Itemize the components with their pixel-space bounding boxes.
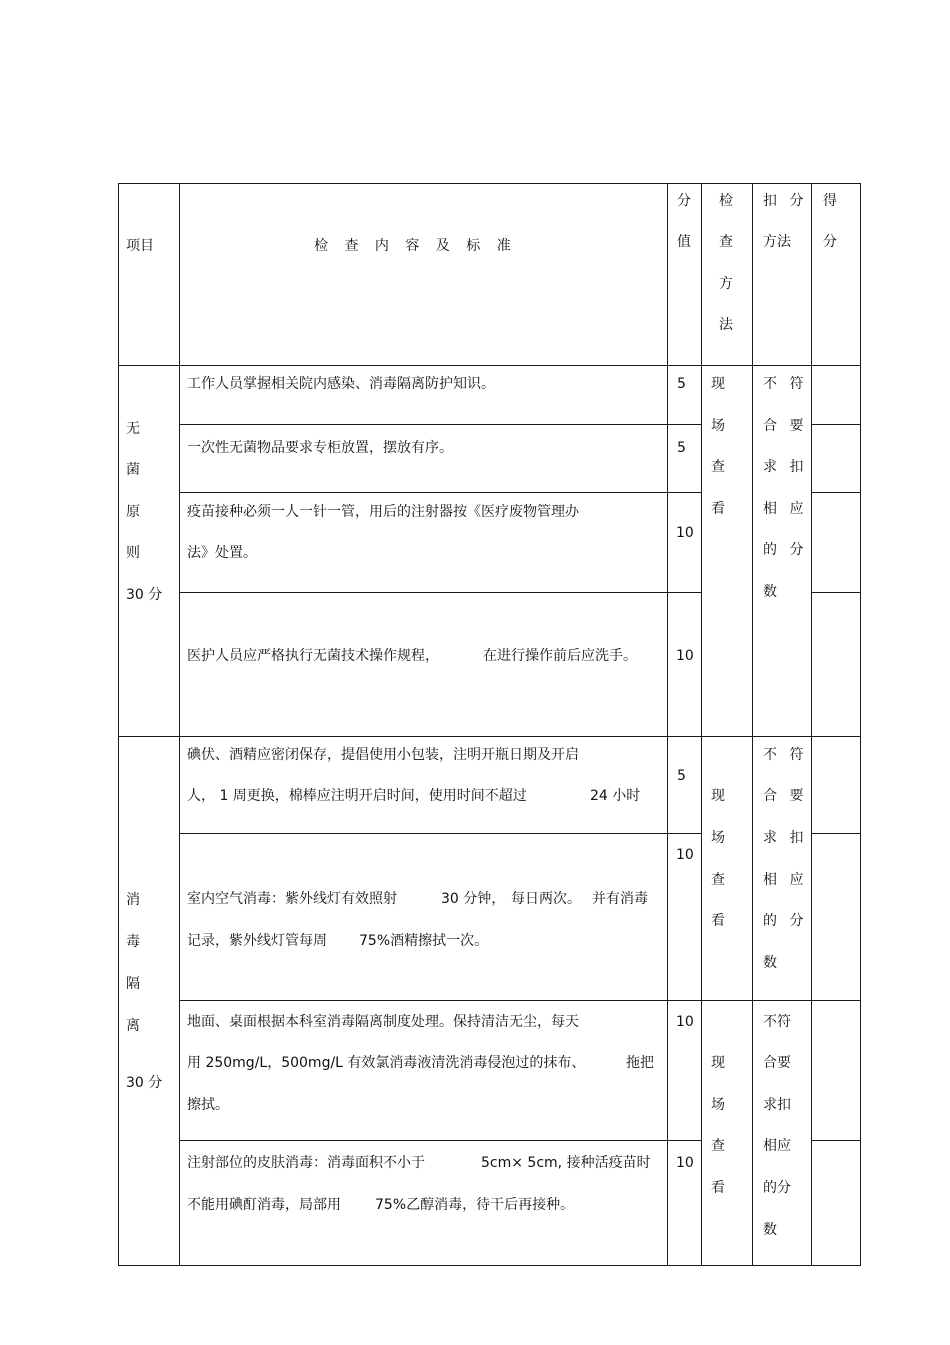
section2-category: 隔: [126, 976, 140, 992]
section1-category: 30 分: [126, 587, 163, 603]
section2-item-text: 拖把: [626, 1055, 654, 1071]
table-col-divider: [811, 183, 812, 1266]
section1-deduct: 相 应: [763, 501, 808, 517]
section2-deduct: 相应: [763, 1138, 791, 1154]
section2-deduct: 的 分: [763, 913, 808, 929]
table-col-divider: [179, 183, 180, 1266]
section2-item-text: 地面、桌面根据本科室消毒隔离制度处理。保持清洁无尘，每天: [187, 1014, 579, 1030]
table-row-divider: [811, 1140, 861, 1141]
section2-category: 消: [126, 892, 140, 908]
header-deduct: 扣 分: [763, 193, 808, 209]
section2-item-score: 10: [676, 847, 694, 863]
table-border-bottom: [118, 1265, 861, 1266]
section1-category: 则: [126, 545, 140, 561]
table-row-divider: [179, 592, 702, 593]
section2-deduct: 数: [763, 955, 777, 971]
header-score-char: 分: [677, 193, 691, 209]
section2-item-score: 10: [676, 1014, 694, 1030]
section2-item-text: 75%酒精擦拭一次。: [359, 933, 489, 949]
header-method-char: 检: [719, 193, 733, 209]
section2-item-score: 5: [677, 768, 686, 784]
table-row-divider: [118, 365, 861, 366]
section2-deduct: 求 扣: [763, 830, 808, 846]
section1-item-text: 医护人员应严格执行无菌技术操作规程，: [187, 648, 439, 664]
header-project: 项目: [126, 238, 154, 254]
section1-item-score: 10: [676, 525, 694, 541]
header-deduct: 方法: [763, 234, 791, 250]
section2-item-text: 人， 1 周更换，棉棒应注明开启时间，使用时间不超过: [187, 788, 527, 804]
section2-category: 毒: [126, 934, 140, 950]
header-get-char: 分: [823, 234, 837, 250]
section2-method: 看: [711, 913, 725, 929]
section2-deduct: 合要: [763, 1055, 791, 1071]
section2-item-text: 5cm× 5cm, 接种活疫苗时: [481, 1155, 651, 1171]
section2-deduct: 数: [763, 1222, 777, 1238]
header-method-char: 法: [719, 317, 733, 333]
section2-item-text: 室内空气消毒：紫外线灯有效照射: [187, 891, 397, 907]
section1-deduct: 的 分: [763, 542, 808, 558]
section1-method: 看: [711, 501, 725, 517]
table-row-divider: [179, 424, 702, 425]
section2-deduct: 相 应: [763, 872, 808, 888]
table-row-divider: [118, 736, 861, 737]
header-method-char: 方: [719, 276, 733, 292]
section2-item-text: 24 小时: [590, 788, 641, 804]
section2-item-text: 碘伏、酒精应密闭保存，提倡使用小包装，注明开瓶日期及开启: [187, 747, 579, 763]
table-col-divider: [667, 183, 668, 1266]
section1-deduct: 合 要: [763, 418, 808, 434]
section2-category: 离: [126, 1018, 140, 1034]
section2-method: 看: [711, 1180, 725, 1196]
section1-deduct: 数: [763, 584, 777, 600]
section1-item-score: 10: [676, 648, 694, 664]
section2-item-text: 并有消毒: [592, 891, 648, 907]
table-border-left: [118, 183, 119, 1266]
section1-item-text: 在进行操作前后应洗手。: [483, 648, 637, 664]
section2-deduct: 合 要: [763, 788, 808, 804]
section1-item-score: 5: [677, 440, 686, 456]
section2-item-text: 注射部位的皮肤消毒：消毒面积不小于: [187, 1155, 425, 1171]
section1-method: 现: [711, 376, 725, 392]
section1-deduct: 不 符: [763, 376, 808, 392]
section1-item-text: 工作人员掌握相关院内感染、消毒隔离防护知识。: [187, 376, 495, 392]
section1-item-text: 法》处置。: [187, 545, 257, 561]
section2-item-text: 擦拭。: [187, 1097, 229, 1113]
section1-method: 查: [711, 459, 725, 475]
section2-item-score: 10: [676, 1155, 694, 1171]
section2-method: 场: [711, 1097, 725, 1113]
section2-deduct: 的分: [763, 1180, 791, 1196]
table-col-divider: [701, 183, 702, 1266]
section2-item-text: 30 分钟，: [441, 891, 506, 907]
table-col-divider: [752, 183, 753, 1266]
section1-deduct: 求 扣: [763, 459, 808, 475]
section2-category: 30 分: [126, 1075, 163, 1091]
section2-item-text: 不能用碘酊消毒，局部用: [187, 1197, 341, 1213]
header-score-char: 值: [677, 234, 691, 250]
section2-item-text: 用 250mg/L，500mg/L 有效氯消毒液清洗消毒侵泡过的抹布、: [187, 1055, 586, 1071]
table-row-divider: [811, 492, 861, 493]
section1-category: 原: [126, 504, 140, 520]
section1-category: 菌: [126, 462, 140, 478]
table-border-right: [860, 183, 861, 1266]
section1-item-score: 5: [677, 376, 686, 392]
table-row-divider: [179, 1000, 861, 1001]
header-method-char: 查: [719, 234, 733, 250]
section2-deduct: 不符: [763, 1014, 791, 1030]
section2-item-text: 75%乙醇消毒，待干后再接种。: [375, 1197, 575, 1213]
section2-method: 现: [711, 1055, 725, 1071]
section2-item-text: 每日两次。: [511, 891, 581, 907]
table-row-divider: [811, 833, 861, 834]
section2-deduct: 不 符: [763, 747, 808, 763]
section2-method: 场: [711, 830, 725, 846]
table-row-divider: [179, 1140, 702, 1141]
section1-category: 无: [126, 421, 140, 437]
section1-item-text: 疫苗接种必须一人一针一管，用后的注射器按《医疗废物管理办: [187, 504, 579, 520]
table-border-top: [118, 183, 861, 184]
table-row-divider: [179, 833, 702, 834]
section1-method: 场: [711, 418, 725, 434]
section2-deduct: 求扣: [763, 1097, 791, 1113]
section2-item-text: 记录，紫外线灯管每周: [187, 933, 327, 949]
table-row-divider: [811, 424, 861, 425]
section1-item-text: 一次性无菌物品要求专柜放置，摆放有序。: [187, 440, 453, 456]
header-content: 检 查 内 容 及 标 准: [314, 238, 517, 254]
table-row-divider: [811, 592, 861, 593]
section2-method: 查: [711, 872, 725, 888]
header-get-char: 得: [823, 193, 837, 209]
section2-method: 查: [711, 1138, 725, 1154]
table-row-divider: [179, 492, 702, 493]
section2-method: 现: [711, 788, 725, 804]
